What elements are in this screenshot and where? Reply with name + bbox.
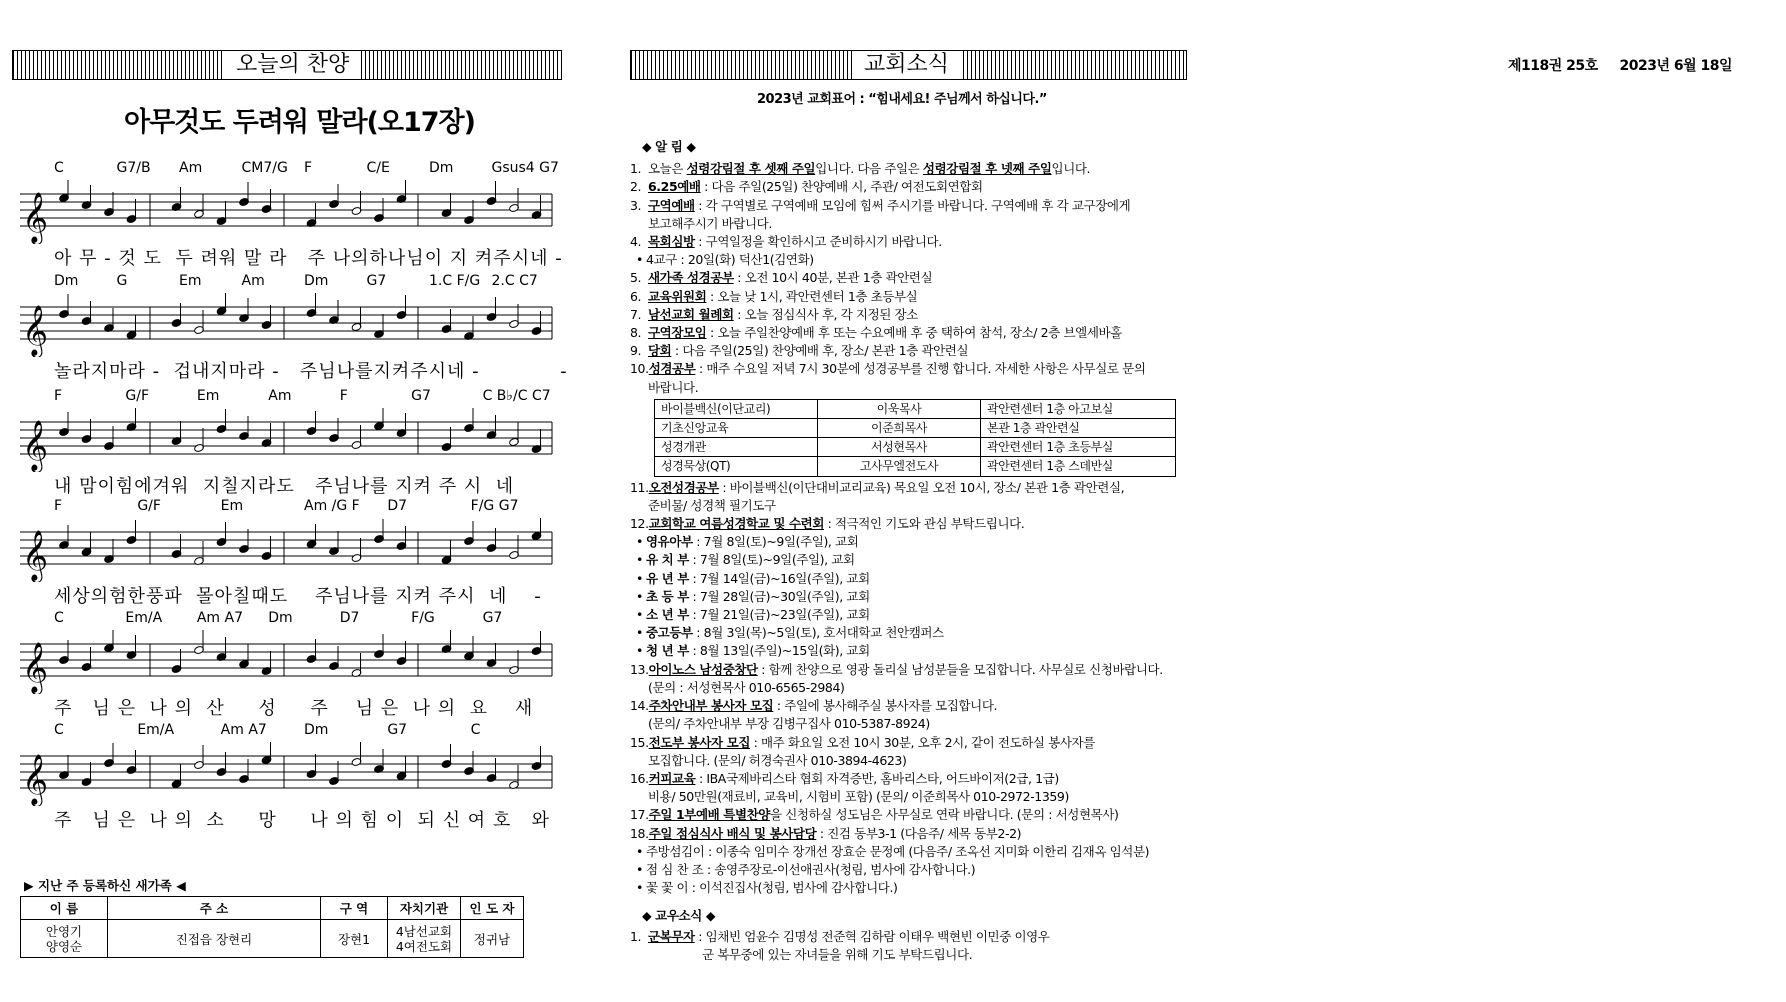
- study-cell: 이준희목사: [818, 419, 981, 438]
- notice-item: [630, 360, 1190, 378]
- staff-lines: [14, 742, 554, 806]
- notice-number: 6.: [630, 288, 642, 304]
- register-header: 구 역: [321, 897, 388, 920]
- notice-number: 3.: [630, 197, 642, 213]
- notice-item: [630, 770, 1190, 788]
- study-cell: 본관 1층 곽안련실: [981, 419, 1176, 438]
- notice-number: 14.: [630, 698, 649, 714]
- treble-clef-icon: 𝄞: [22, 420, 49, 471]
- notice-keyword: 교회학교 여름성경학교 및 수련회: [648, 516, 824, 532]
- chord-symbol: Am: [241, 273, 265, 289]
- notice-number: 11.: [630, 479, 649, 495]
- notice-item: [630, 342, 1190, 360]
- notice-number: 12.: [630, 516, 649, 532]
- notice-item: [630, 215, 1190, 233]
- notice-keyword: 주일 1부예배 특별찬양: [648, 807, 770, 823]
- chord-symbol: 2.C C7: [491, 273, 538, 289]
- notice-item: [630, 679, 1190, 697]
- edu-title: ◆ 교우소식 ◆: [642, 908, 716, 924]
- notice-item: [630, 479, 1190, 497]
- treble-clef-icon: 𝄞: [22, 192, 49, 243]
- chord-symbol: C/E: [366, 160, 390, 176]
- staff-lines: [14, 293, 554, 357]
- study-row: [655, 399, 1176, 418]
- chord-symbol: G7: [411, 388, 431, 404]
- notice-text: : 다음 주일(25일) 찬양예배 시, 주관/ 여전도회연합회: [700, 179, 983, 195]
- notice-title: ◆ 알 림 ◆: [642, 139, 696, 154]
- notice-item: [630, 269, 1190, 287]
- notice-item: [630, 697, 1190, 715]
- chord-symbol: G/F: [137, 498, 161, 514]
- notice-item: [630, 624, 1190, 642]
- chord-symbol: Dm: [54, 273, 79, 289]
- study-cell: 이욱목사: [818, 399, 981, 418]
- notice-item: [630, 197, 1190, 215]
- notice-item: [630, 752, 1190, 770]
- chord-symbol: F: [304, 160, 313, 176]
- notice-text: 비용/ 50만원(재료비, 교육비, 시험비 포함) (문의/ 이준희목사 010-2972-1359): [648, 789, 1069, 805]
- chord-symbol: Dm: [304, 722, 329, 738]
- chord-symbol: 1.C F/G: [429, 273, 481, 289]
- song-title: 아무것도 두려워 말라(오17장): [124, 107, 475, 138]
- treble-clef-icon: 𝄞: [22, 642, 49, 693]
- study-cell: 고사무엘전도사: [818, 457, 981, 476]
- notice-keyword: 성경공부: [648, 361, 696, 377]
- staff-lines: [14, 180, 554, 244]
- chord-symbol: F: [54, 498, 63, 514]
- notice-keyword: 유 치 부: [646, 552, 689, 568]
- notice-number: •: [636, 843, 643, 859]
- chord-symbol: Dm: [429, 160, 454, 176]
- notice-item: [630, 661, 1190, 679]
- notice-text: : IBA국제바리스타 협회 자격증반, 홈바리스타, 어드바이저(2급, 1급): [695, 770, 1059, 786]
- chord-symbol: G: [116, 273, 128, 289]
- notice-text: 바랍니다.: [648, 379, 699, 395]
- notice-text: : 매주 화요일 오전 10시 30분, 오후 2시, 같이 전도하실 봉사자를: [750, 734, 1095, 750]
- notice-text: : 오늘 낮 1시, 곽안련센터 1층 초등부실: [706, 288, 918, 304]
- notice-item: [630, 734, 1190, 752]
- notice-item: [630, 861, 1190, 879]
- notice-number: 18.: [630, 825, 649, 841]
- news-section: [630, 138, 1190, 964]
- notice-text: : 함께 찬양으로 영광 돌리실 남성분들을 모집합니다. 사무실로 신청바랍니다.: [757, 661, 1163, 677]
- notice-text: : 각 구역별로 구역예배 모임에 힘써 주시기를 바랍니다. 구역예배 후 각 교구장에게: [694, 197, 1131, 213]
- notice-keyword: 전도부 봉사자 모집: [648, 734, 750, 750]
- notice-text: : 임채빈 엄윤수 김명성 전준혁 김하람 이태우 백현빈 이민중 이영우: [694, 928, 1050, 944]
- notice-text: : 오늘 점심식사 후, 각 지정된 장소: [733, 306, 918, 322]
- notice-item: [630, 533, 1190, 551]
- chord-symbol: G/F: [125, 388, 150, 404]
- staff-lines: [14, 408, 554, 472]
- study-table: [654, 399, 1176, 477]
- lyric-line: 아 무 - 것 도 두 려워 말 라 주 나의하나님이 지 켜주시네 -: [54, 248, 563, 269]
- notice-text: : 적극적인 기도와 관심 부탁드립니다.: [824, 516, 1025, 532]
- notice-number: 10.: [630, 361, 649, 377]
- notice-keyword: 목회심방: [648, 234, 695, 250]
- notice-number: 8.: [630, 325, 642, 341]
- notice-number: •: [636, 643, 643, 659]
- notice-number: •: [636, 861, 643, 877]
- notice-number: 7.: [630, 306, 642, 322]
- register-org: 4남선교회 4여전도회: [388, 920, 461, 958]
- notice-text: : 다음 주일(25일) 찬양예배 후, 장소/ 본관 1층 곽안련실: [671, 343, 969, 359]
- register-table: [20, 896, 524, 958]
- left-header-label: 오늘의 찬양: [224, 51, 361, 79]
- notice-item: [630, 178, 1190, 196]
- study-cell: 바이블백신(이단교리): [655, 399, 818, 418]
- notice-keyword: 구역예배: [648, 197, 695, 213]
- notice-text: : 7월 8일(토)~9일(주일), 교회: [692, 534, 859, 550]
- chord-symbol: Dm: [268, 610, 293, 626]
- lyric-line: 놀라지마라 - 겁내지마라 - 주님나를지켜주시네 - -: [54, 361, 568, 382]
- notice-number: 1.: [630, 161, 642, 177]
- notice-number: 4.: [630, 234, 642, 250]
- notice-keyword: 오전성경공부: [648, 479, 719, 495]
- notice-item: [630, 515, 1190, 533]
- notice-number: •: [636, 625, 643, 641]
- notice-number: •: [636, 588, 643, 604]
- treble-clef-icon: 𝄞: [22, 305, 49, 356]
- notice-number: 1.: [630, 928, 642, 944]
- notice-keyword: 중고등부: [646, 625, 693, 641]
- chord-symbol: Em: [179, 273, 202, 289]
- lyric-line: 주 님 은 나 의 소 망 나 의 힘 이 되 신 여 호 와: [54, 810, 550, 831]
- chord-symbol: Em: [196, 388, 220, 404]
- notice-number: •: [636, 534, 643, 550]
- notice-number: 16.: [630, 770, 649, 786]
- issue-info: 제118권 25호 2023년 6월 18일: [1508, 58, 1733, 74]
- notice-number: 13.: [630, 661, 649, 677]
- notice-text: : 구역일정을 확인하시고 준비하시기 바랍니다.: [694, 234, 942, 250]
- notice-keyword: 주차안내부 봉사자 모집: [648, 698, 774, 714]
- notice-item: [630, 588, 1190, 606]
- chord-symbol: Am: [268, 388, 292, 404]
- notice-text: : 바이블백신(이단대비교리교육) 목요일 오전 10시, 장소/ 본관 1층 곽안련실,: [718, 479, 1125, 495]
- notice-text: : 8월 3일(목)~5일(토), 호서대학교 천안캠퍼스: [692, 625, 944, 641]
- chord-line: [14, 610, 554, 630]
- register-guide: 정귀남: [461, 920, 524, 958]
- notice-keyword: 초 등 부: [646, 588, 689, 604]
- chord-symbol: F/G G7: [470, 498, 519, 514]
- notice-text: : 매주 수요일 저녁 7시 30분에 성경공부를 진행 합니다. 자세한 사항은 사무실로 문의: [695, 361, 1146, 377]
- study-cell: 곽안련센터 1층 스데반실: [981, 457, 1176, 476]
- notice-item: [630, 306, 1190, 324]
- register-caption: ▶ 지난 주 등록하신 새가족 ◀: [24, 878, 186, 893]
- notice-keyword: 커피교육: [648, 770, 696, 786]
- chord-symbol: D7: [387, 498, 408, 514]
- register-header: 자치기관: [388, 897, 461, 920]
- notice-item: [630, 788, 1190, 806]
- notice-number: •: [636, 880, 643, 896]
- study-cell: 곽안련센터 1층 아고보실: [981, 399, 1176, 418]
- notice-item: [630, 879, 1190, 897]
- notice-number: •: [636, 570, 643, 586]
- notice-item: [630, 928, 1190, 946]
- treble-clef-icon: 𝄞: [22, 530, 49, 581]
- notice-text: 4교구 : 20일(화) 덕산1(김연화): [646, 252, 814, 268]
- chord-symbol: D7: [339, 610, 360, 626]
- register-name: 안영기 양영순: [21, 920, 108, 958]
- chord-symbol: Em/A: [125, 610, 163, 626]
- study-cell: 성경묵상(QT): [655, 457, 818, 476]
- notice-number: •: [636, 607, 643, 623]
- chord-symbol: CM7/G: [241, 160, 288, 176]
- notice-keyword: 새가족 성경공부: [648, 270, 734, 286]
- notice-text: : 7월 21일(금)~23일(주일), 교회: [688, 607, 870, 623]
- notice-number: •: [636, 552, 643, 568]
- notice-keyword: 청 년 부: [646, 643, 689, 659]
- notice-item: [630, 233, 1190, 251]
- study-cell: 곽안련센터 1층 초등부실: [981, 438, 1176, 457]
- notice-keyword: 당회: [648, 343, 672, 359]
- chord-symbol: G7: [482, 610, 503, 626]
- notice-text: 모집합니다. (문의/ 허경숙권사 010-3894-4623): [648, 752, 907, 768]
- notice-number: 17.: [630, 807, 649, 823]
- chord-symbol: F: [339, 388, 348, 404]
- notice-text: 을 신청하실 성도님은 사무실로 연락 바랍니다. (문의 : 서성현목사): [769, 807, 1119, 823]
- notice-text: 주방섬김이 : 이종숙 임미수 장개선 장효순 문정예 (다음주/ 조옥선 지미화 이한리 김재옥 임석분): [646, 843, 1150, 859]
- chord-symbol: C: [54, 160, 64, 176]
- chord-symbol: C: [470, 722, 481, 738]
- notice-text: : 8월 13일(주일)~15일(화), 교회: [688, 643, 870, 659]
- study-cell: 서성현목사: [818, 438, 981, 457]
- notice-item: [630, 946, 1190, 964]
- notice-keyword: 교육위원회: [648, 288, 707, 304]
- notice-text: : 7월 28일(금)~30일(주일), 교회: [688, 588, 870, 604]
- chord-symbol: Dm: [304, 273, 329, 289]
- chord-line: [14, 160, 559, 180]
- notice-item: [630, 379, 1190, 397]
- study-cell: 성경개관: [655, 438, 818, 457]
- notice-keyword: 아이노스 남성중창단: [648, 661, 758, 677]
- notice-keyword: 6.25예배: [648, 179, 701, 195]
- lyric-line: 주 님 은 나 의 산 성 주 님 은 나 의 요 새: [54, 698, 534, 719]
- notice-keyword: 유 년 부: [646, 570, 689, 586]
- notice-keyword: 군복무자: [648, 928, 695, 944]
- notices-list-2: [630, 479, 1190, 898]
- lyric-line: 세상의험한풍파 몰아칠때도 주님나를 지켜 주시 네 -: [54, 586, 542, 607]
- register-header: 주 소: [108, 897, 321, 920]
- notice-text: (문의/ 주차안내부 부장 김병구집사 010-5387-8924): [648, 716, 930, 732]
- notice-text: 보고해주시기 바랍니다.: [648, 215, 772, 231]
- chord-symbol: Am A7: [220, 722, 267, 738]
- notice-keyword: 남선교회 월례회: [648, 306, 734, 322]
- notice-text: : 오늘 주일찬양예배 후 또는 수요예배 후 중 택하여 참석, 장소/ 2층 브엘세바홀: [706, 325, 1122, 341]
- chord-line: [14, 722, 554, 742]
- chord-symbol: F: [54, 388, 63, 404]
- chord-symbol: Em: [220, 498, 244, 514]
- notice-item: [630, 497, 1190, 515]
- chord-symbol: Am: [179, 160, 203, 176]
- register-header: 이 름: [21, 897, 108, 920]
- notice-text: (문의 : 서성현목사 010-6565-2984): [648, 679, 845, 695]
- chord-symbol: Em/A: [137, 722, 175, 738]
- notice-keyword: 영유아부: [646, 534, 693, 550]
- notice-text: 준비물/ 성경책 필기도구: [648, 497, 776, 513]
- chord-line: [14, 273, 554, 293]
- notice-text: : 7월 8일(토)~9일(주일), 교회: [688, 552, 855, 568]
- chord-symbol: Am /G F: [304, 498, 360, 514]
- notice-item: [630, 251, 1190, 269]
- staff-lines: [14, 630, 554, 694]
- notice-item: [630, 324, 1190, 342]
- notice-item: [630, 715, 1190, 733]
- chord-line: [14, 388, 554, 408]
- edu-list: [630, 928, 1190, 964]
- notice-keyword: 구역장모임: [648, 325, 707, 341]
- notices-list: [630, 160, 1190, 397]
- notice-item: [630, 806, 1190, 824]
- notice-text: 꽃 꽃 이 : 이석진집사(청림, 범사에 감사합니다.): [646, 880, 898, 896]
- register-header: 인 도 자: [461, 897, 524, 920]
- chord-symbol: C: [54, 610, 64, 626]
- lyric-line: 내 맘이힘에겨워 지칠지라도 주님나를 지켜 주 시 네: [54, 476, 515, 497]
- notice-text: : 진검 동부3-1 (다음주/ 세목 동부2-2): [816, 825, 1022, 841]
- notice-item: [630, 843, 1190, 861]
- notice-item: [630, 606, 1190, 624]
- notice-keyword: 소 년 부: [646, 607, 689, 623]
- notice-text: 점 심 찬 조 : 송영주장로-이선애권사(청림, 범사에 감사합니다.): [646, 861, 976, 877]
- notice-number: 9.: [630, 343, 642, 359]
- chord-symbol: F/G: [411, 610, 435, 626]
- right-header-label: 교회소식: [852, 51, 961, 79]
- notice-text: : 7월 14일(금)~16일(주일), 교회: [688, 570, 870, 586]
- notice-item: [630, 825, 1190, 843]
- notice-text: : 오전 10시 40분, 본관 1층 곽안련실: [733, 270, 933, 286]
- notice-keyword: 주일 점심식사 배식 및 봉사담당: [648, 825, 817, 841]
- notice-item: [630, 570, 1190, 588]
- chord-line: [14, 498, 554, 518]
- chord-symbol: Am A7: [196, 610, 243, 626]
- chord-symbol: C: [54, 722, 64, 738]
- chord-symbol: G7/B: [116, 160, 151, 176]
- chord-symbol: C B♭/C C7: [482, 388, 551, 404]
- study-cell: 기초신앙교육: [655, 419, 818, 438]
- notice-number: 5.: [630, 270, 642, 286]
- notice-text: : 주일에 봉사해주실 봉사자를 모집합니다.: [773, 698, 998, 714]
- motto: 2023년 교회표어 : “힘내세요! 주님께서 하십니다.”: [757, 92, 1047, 107]
- notice-item: [630, 288, 1190, 306]
- notice-item: [630, 642, 1190, 660]
- study-row: [655, 419, 1176, 438]
- notice-text: 오늘은 성령강림절 후 셋째 주일입니다. 다음 주일은 성령강림절 후 넷째 주일입니다.: [648, 161, 1091, 177]
- register-addr: 진접읍 장현리: [108, 920, 321, 958]
- register-zone: 장현1: [321, 920, 388, 958]
- study-row: [655, 457, 1176, 476]
- staff-lines: [14, 518, 554, 582]
- chord-symbol: Gsus4 G7: [491, 160, 559, 176]
- notice-number: 2.: [630, 179, 642, 195]
- notice-number: 15.: [630, 734, 649, 750]
- treble-clef-icon: 𝄞: [22, 754, 49, 805]
- chord-symbol: G7: [366, 273, 387, 289]
- chord-symbol: G7: [387, 722, 408, 738]
- notice-number: •: [636, 252, 643, 268]
- notice-item: [630, 551, 1190, 569]
- notice-text: 군 복무중에 있는 자녀들을 위해 기도 부탁드립니다.: [702, 946, 973, 962]
- notice-item: [630, 160, 1190, 178]
- study-row: [655, 438, 1176, 457]
